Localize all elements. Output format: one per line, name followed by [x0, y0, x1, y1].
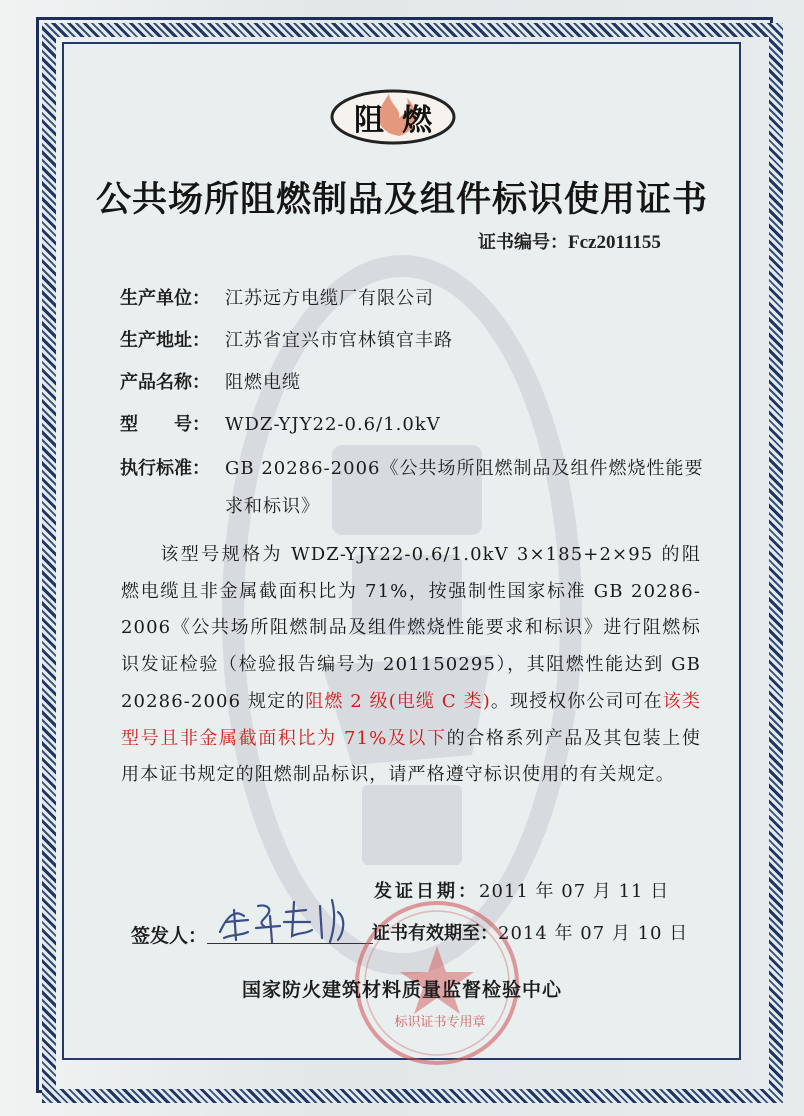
body-text-part3: 的合格系列产品及其包装上使用本证书规定的阻燃制品标识，请严格遵守标识使用的有关规定。	[121, 727, 701, 786]
body-text-part2: 。现授权你公司可在	[490, 690, 663, 712]
seal-text: 标识证书专用章	[394, 1015, 486, 1030]
field-label: 生产地址：	[120, 330, 210, 351]
handwritten-signature	[214, 892, 364, 948]
flame-retardant-logo	[329, 88, 457, 146]
field-value: 江苏远方电缆厂有限公司	[225, 288, 434, 309]
expiry-date-value: 2014 年 07 月 10 日	[498, 923, 689, 944]
field-label: 型 号：	[120, 414, 210, 435]
field-standard	[120, 456, 715, 532]
body-highlight-scope: 该类型号且非金属截面积比为 71%及以下	[121, 690, 701, 749]
logo-char-1: 阻	[354, 103, 384, 138]
field-value: 江苏省宜兴市官林镇官丰路	[225, 330, 453, 351]
field-label: 执行标准：	[120, 458, 210, 479]
body-text-part1: 该型号规格为 WDZ-YJY22-0.6/1.0kV 3×185+2×95 的阻燃电缆且非金属截面积比为 71%，按强制性国家标准 GB 20286-2006《公共场所阻燃制品及组件燃烧性能要求和标识》进行阻燃标识发证检验（检验报告编号为 201150295），其阻燃性能达到 GB 20286-2006 规定的	[121, 544, 701, 712]
certificate-number-label: 证书编号：	[478, 232, 568, 253]
certificate-number-value: Fcz2011155	[568, 232, 661, 253]
field-value: 阻燃电缆	[225, 372, 301, 393]
issue-date-value: 2011 年 07 月 11 日	[479, 881, 670, 902]
certificate-title: 公共场所阻燃制品及组件标识使用证书	[96, 180, 709, 220]
field-manufacturer	[120, 286, 434, 312]
authorization-paragraph	[121, 537, 701, 794]
expiry-date-label: 证书有效期至：	[372, 923, 498, 944]
field-value: GB 20286-2006《公共场所阻燃制品及组件燃烧性能要求和标识》	[225, 458, 704, 517]
field-address	[120, 328, 453, 354]
logo-char-2: 燃	[402, 103, 432, 138]
certificate-number	[478, 228, 698, 254]
field-product-name	[120, 370, 301, 396]
signer-label: 签发人：	[131, 925, 208, 947]
body-highlight-grade: 阻燃 2 级(电缆 C 类)	[305, 690, 491, 712]
issue-date-label: 发证日期：	[374, 881, 479, 902]
field-value: WDZ-YJY22-0.6/1.0kV	[225, 414, 441, 435]
field-model	[120, 412, 441, 438]
expiry-date	[372, 919, 688, 945]
field-label: 生产单位：	[120, 288, 210, 309]
issuing-organization: 国家防火建筑材料质量监督检验中心	[241, 979, 562, 1001]
field-label: 产品名称：	[120, 372, 210, 393]
